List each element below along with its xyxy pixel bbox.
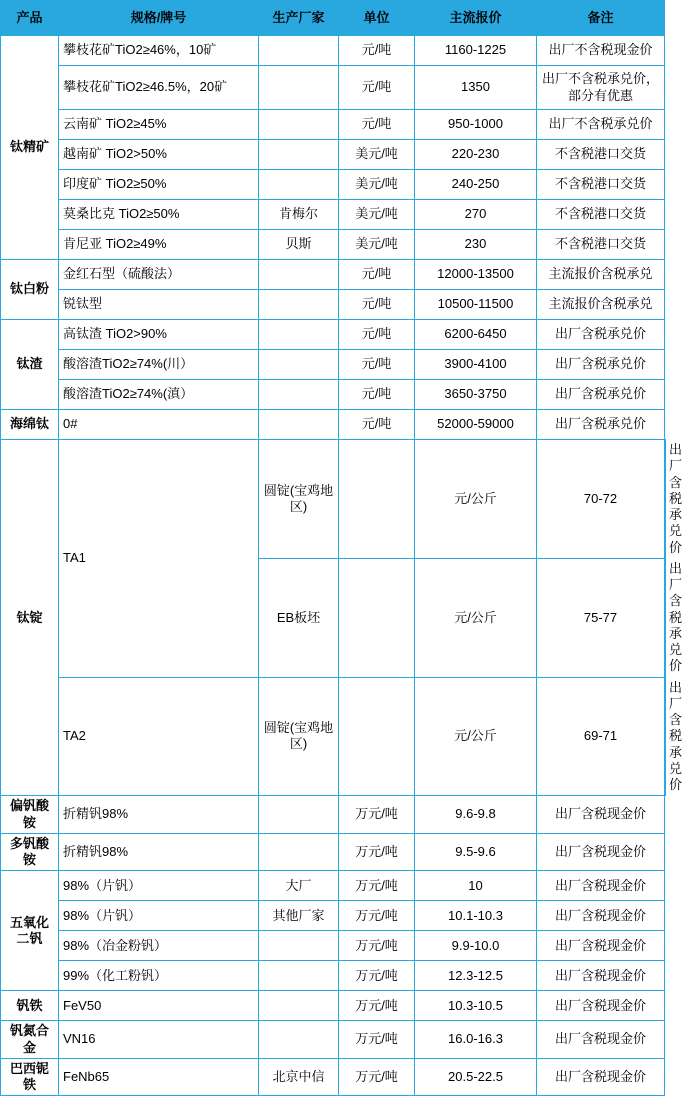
price-cell: 69-71	[537, 677, 665, 796]
spec-cell: 莫桑比克 TiO2≥50%	[59, 200, 259, 230]
unit-cell: 元/吨	[339, 320, 415, 350]
note-cell: 出厂含税现金价	[537, 961, 665, 991]
note-cell: 出厂不含税承兑价	[537, 110, 665, 140]
unit-cell: 元/吨	[339, 380, 415, 410]
spec-cell: 0#	[59, 410, 259, 440]
spec-cell: FeV50	[59, 991, 259, 1021]
header-product: 产品	[1, 1, 59, 36]
price-cell: 1160-1225	[415, 36, 537, 66]
note-cell: 不含税港口交货	[537, 200, 665, 230]
manufacturer-cell	[259, 380, 339, 410]
price-cell: 10.1-10.3	[415, 901, 537, 931]
manufacturer-cell	[259, 931, 339, 961]
price-cell: 3900-4100	[415, 350, 537, 380]
table-row	[1, 871, 666, 901]
note-cell: 出厂含税现金价	[537, 991, 665, 1021]
grade-cell: TA2	[59, 677, 259, 796]
product-category-cell: 巴西铌铁	[1, 1058, 59, 1096]
price-cell: 3650-3750	[415, 380, 537, 410]
manufacturer-cell	[259, 961, 339, 991]
manufacturer-cell	[339, 440, 415, 559]
unit-cell: 万元/吨	[339, 871, 415, 901]
spec-cell: 折精钒98%	[59, 833, 259, 871]
table-row	[1, 1058, 666, 1096]
manufacturer-cell	[259, 290, 339, 320]
manufacturer-cell	[259, 1021, 339, 1059]
manufacturer-cell: 北京中信	[259, 1058, 339, 1096]
product-category-cell: 钛白粉	[1, 260, 59, 320]
table-header	[1, 1, 666, 36]
manufacturer-cell	[259, 170, 339, 200]
table-row	[1, 320, 666, 350]
price-cell: 12.3-12.5	[415, 961, 537, 991]
price-cell: 10	[415, 871, 537, 901]
product-category-cell: 钛渣	[1, 320, 59, 410]
note-cell: 出厂含税现金价	[537, 871, 665, 901]
spec-cell: 印度矿 TiO2≥50%	[59, 170, 259, 200]
table-row	[1, 440, 666, 559]
table-row	[1, 110, 666, 140]
unit-cell: 万元/吨	[339, 1021, 415, 1059]
product-category-cell: 钛锭	[1, 440, 59, 796]
manufacturer-cell	[259, 140, 339, 170]
grade-cell: TA1	[59, 440, 259, 678]
spec-cell: EB板坯	[259, 558, 339, 677]
spec-cell: 圆锭(宝鸡地区)	[259, 440, 339, 559]
product-category-cell: 钒氮合金	[1, 1021, 59, 1059]
note-cell: 出厂含税现金价	[537, 1021, 665, 1059]
product-category-cell: 五氧化二钒	[1, 871, 59, 991]
manufacturer-cell: 肯梅尔	[259, 200, 339, 230]
note-cell: 出厂不含税现金价	[537, 36, 665, 66]
note-cell: 出厂含税现金价	[537, 796, 665, 834]
header-price: 主流报价	[415, 1, 537, 36]
unit-cell: 元/吨	[339, 290, 415, 320]
product-category-cell: 多钒酸铵	[1, 833, 59, 871]
spec-cell: 攀枝花矿TiO2≥46.5%，20矿	[59, 66, 259, 110]
unit-cell: 美元/吨	[339, 140, 415, 170]
price-cell: 16.0-16.3	[415, 1021, 537, 1059]
note-cell: 出厂含税承兑价	[665, 440, 666, 559]
price-cell: 9.6-9.8	[415, 796, 537, 834]
spec-cell: 酸溶渣TiO2≥74%(滇）	[59, 380, 259, 410]
header-row	[1, 1, 666, 36]
price-cell: 270	[415, 200, 537, 230]
unit-cell: 元/吨	[339, 36, 415, 66]
manufacturer-cell	[259, 260, 339, 290]
manufacturer-cell	[259, 66, 339, 110]
spec-cell: 高钛渣 TiO2>90%	[59, 320, 259, 350]
price-cell: 20.5-22.5	[415, 1058, 537, 1096]
note-cell: 出厂含税承兑价	[537, 320, 665, 350]
product-category-cell: 海绵钛	[1, 410, 59, 440]
table-row	[1, 1021, 666, 1059]
note-cell: 出厂含税承兑价	[665, 677, 666, 796]
note-cell: 出厂含税现金价	[537, 931, 665, 961]
spec-cell: 折精钒98%	[59, 796, 259, 834]
spec-cell: 锐钛型	[59, 290, 259, 320]
spec-cell: 98%（片钒）	[59, 871, 259, 901]
table-row	[1, 66, 666, 110]
unit-cell: 元/吨	[339, 410, 415, 440]
price-cell: 950-1000	[415, 110, 537, 140]
price-cell: 10500-11500	[415, 290, 537, 320]
manufacturer-cell	[339, 558, 415, 677]
spec-cell: 金红石型（硫酸法）	[59, 260, 259, 290]
spec-cell: 越南矿 TiO2>50%	[59, 140, 259, 170]
price-cell: 9.5-9.6	[415, 833, 537, 871]
spec-cell: 98%（冶金粉钒）	[59, 931, 259, 961]
spec-cell: 99%（化工粉钒）	[59, 961, 259, 991]
table-row	[1, 796, 666, 834]
header-unit: 单位	[339, 1, 415, 36]
price-cell: 230	[415, 230, 537, 260]
manufacturer-cell: 贝斯	[259, 230, 339, 260]
unit-cell: 万元/吨	[339, 991, 415, 1021]
price-cell: 10.3-10.5	[415, 991, 537, 1021]
spec-cell: FeNb65	[59, 1058, 259, 1096]
note-cell: 出厂含税承兑价	[537, 410, 665, 440]
unit-cell: 元/吨	[339, 66, 415, 110]
table-row	[1, 260, 666, 290]
note-cell: 主流报价含税承兑	[537, 290, 665, 320]
unit-cell: 万元/吨	[339, 961, 415, 991]
table-row	[1, 36, 666, 66]
unit-cell: 元/吨	[339, 260, 415, 290]
note-cell: 不含税港口交货	[537, 170, 665, 200]
unit-cell: 万元/吨	[339, 796, 415, 834]
table-row	[1, 170, 666, 200]
table-row	[1, 380, 666, 410]
manufacturer-cell	[259, 991, 339, 1021]
table-body	[1, 36, 682, 1096]
product-category-cell: 钛精矿	[1, 36, 59, 260]
price-cell: 240-250	[415, 170, 537, 200]
price-cell: 1350	[415, 66, 537, 110]
manufacturer-cell	[259, 410, 339, 440]
table-row	[1, 350, 666, 380]
unit-cell: 万元/吨	[339, 1058, 415, 1096]
unit-cell: 万元/吨	[339, 931, 415, 961]
unit-cell: 美元/吨	[339, 170, 415, 200]
note-cell: 出厂含税承兑价	[665, 558, 666, 677]
spec-cell: 酸溶渣TiO2≥74%(川）	[59, 350, 259, 380]
table-row	[1, 230, 666, 260]
note-cell: 主流报价含税承兑	[537, 260, 665, 290]
note-cell: 出厂不含税承兑价，部分有优惠	[537, 66, 665, 110]
table-row	[1, 991, 666, 1021]
table-row	[1, 290, 666, 320]
table-row	[1, 200, 666, 230]
product-category-cell: 偏钒酸铵	[1, 796, 59, 834]
note-cell: 出厂含税现金价	[537, 833, 665, 871]
manufacturer-cell	[259, 110, 339, 140]
unit-cell: 万元/吨	[339, 833, 415, 871]
spec-cell: 98%（片钒）	[59, 901, 259, 931]
spec-cell: 肯尼亚 TiO2≥49%	[59, 230, 259, 260]
note-cell: 出厂含税承兑价	[537, 350, 665, 380]
manufacturer-cell: 其他厂家	[259, 901, 339, 931]
note-cell: 出厂含税现金价	[537, 901, 665, 931]
table-row	[1, 901, 666, 931]
note-cell: 不含税港口交货	[537, 140, 665, 170]
spec-cell: 攀枝花矿TiO2≥46%，10矿	[59, 36, 259, 66]
unit-cell: 美元/吨	[339, 200, 415, 230]
manufacturer-cell	[259, 36, 339, 66]
manufacturer-cell	[259, 833, 339, 871]
unit-cell: 元/吨	[339, 350, 415, 380]
header-manufacturer: 生产厂家	[259, 1, 339, 36]
table-row	[1, 931, 666, 961]
unit-cell: 万元/吨	[339, 901, 415, 931]
note-cell: 出厂含税承兑价	[537, 380, 665, 410]
table-row	[1, 833, 666, 871]
table-row	[1, 140, 666, 170]
manufacturer-cell	[339, 677, 415, 796]
table-row	[1, 961, 666, 991]
spec-cell: VN16	[59, 1021, 259, 1059]
manufacturer-cell: 大厂	[259, 871, 339, 901]
note-cell: 出厂含税现金价	[537, 1058, 665, 1096]
product-category-cell: 钒铁	[1, 991, 59, 1021]
price-cell: 220-230	[415, 140, 537, 170]
price-cell: 6200-6450	[415, 320, 537, 350]
price-cell: 52000-59000	[415, 410, 537, 440]
price-cell: 75-77	[537, 558, 665, 677]
price-cell: 9.9-10.0	[415, 931, 537, 961]
unit-cell: 元/公斤	[415, 677, 537, 796]
unit-cell: 元/公斤	[415, 558, 537, 677]
unit-cell: 美元/吨	[339, 230, 415, 260]
table-row	[1, 410, 666, 440]
spec-cell: 圆锭(宝鸡地区)	[259, 677, 339, 796]
manufacturer-cell	[259, 796, 339, 834]
header-note: 备注	[537, 1, 665, 36]
price-cell: 12000-13500	[415, 260, 537, 290]
note-cell: 不含税港口交货	[537, 230, 665, 260]
header-spec: 规格/牌号	[59, 1, 259, 36]
price-cell: 70-72	[537, 440, 665, 559]
unit-cell: 元/公斤	[415, 440, 537, 559]
manufacturer-cell	[259, 320, 339, 350]
unit-cell: 元/吨	[339, 110, 415, 140]
table-row	[1, 677, 666, 796]
manufacturer-cell	[259, 350, 339, 380]
spec-cell: 云南矿 TiO2≥45%	[59, 110, 259, 140]
